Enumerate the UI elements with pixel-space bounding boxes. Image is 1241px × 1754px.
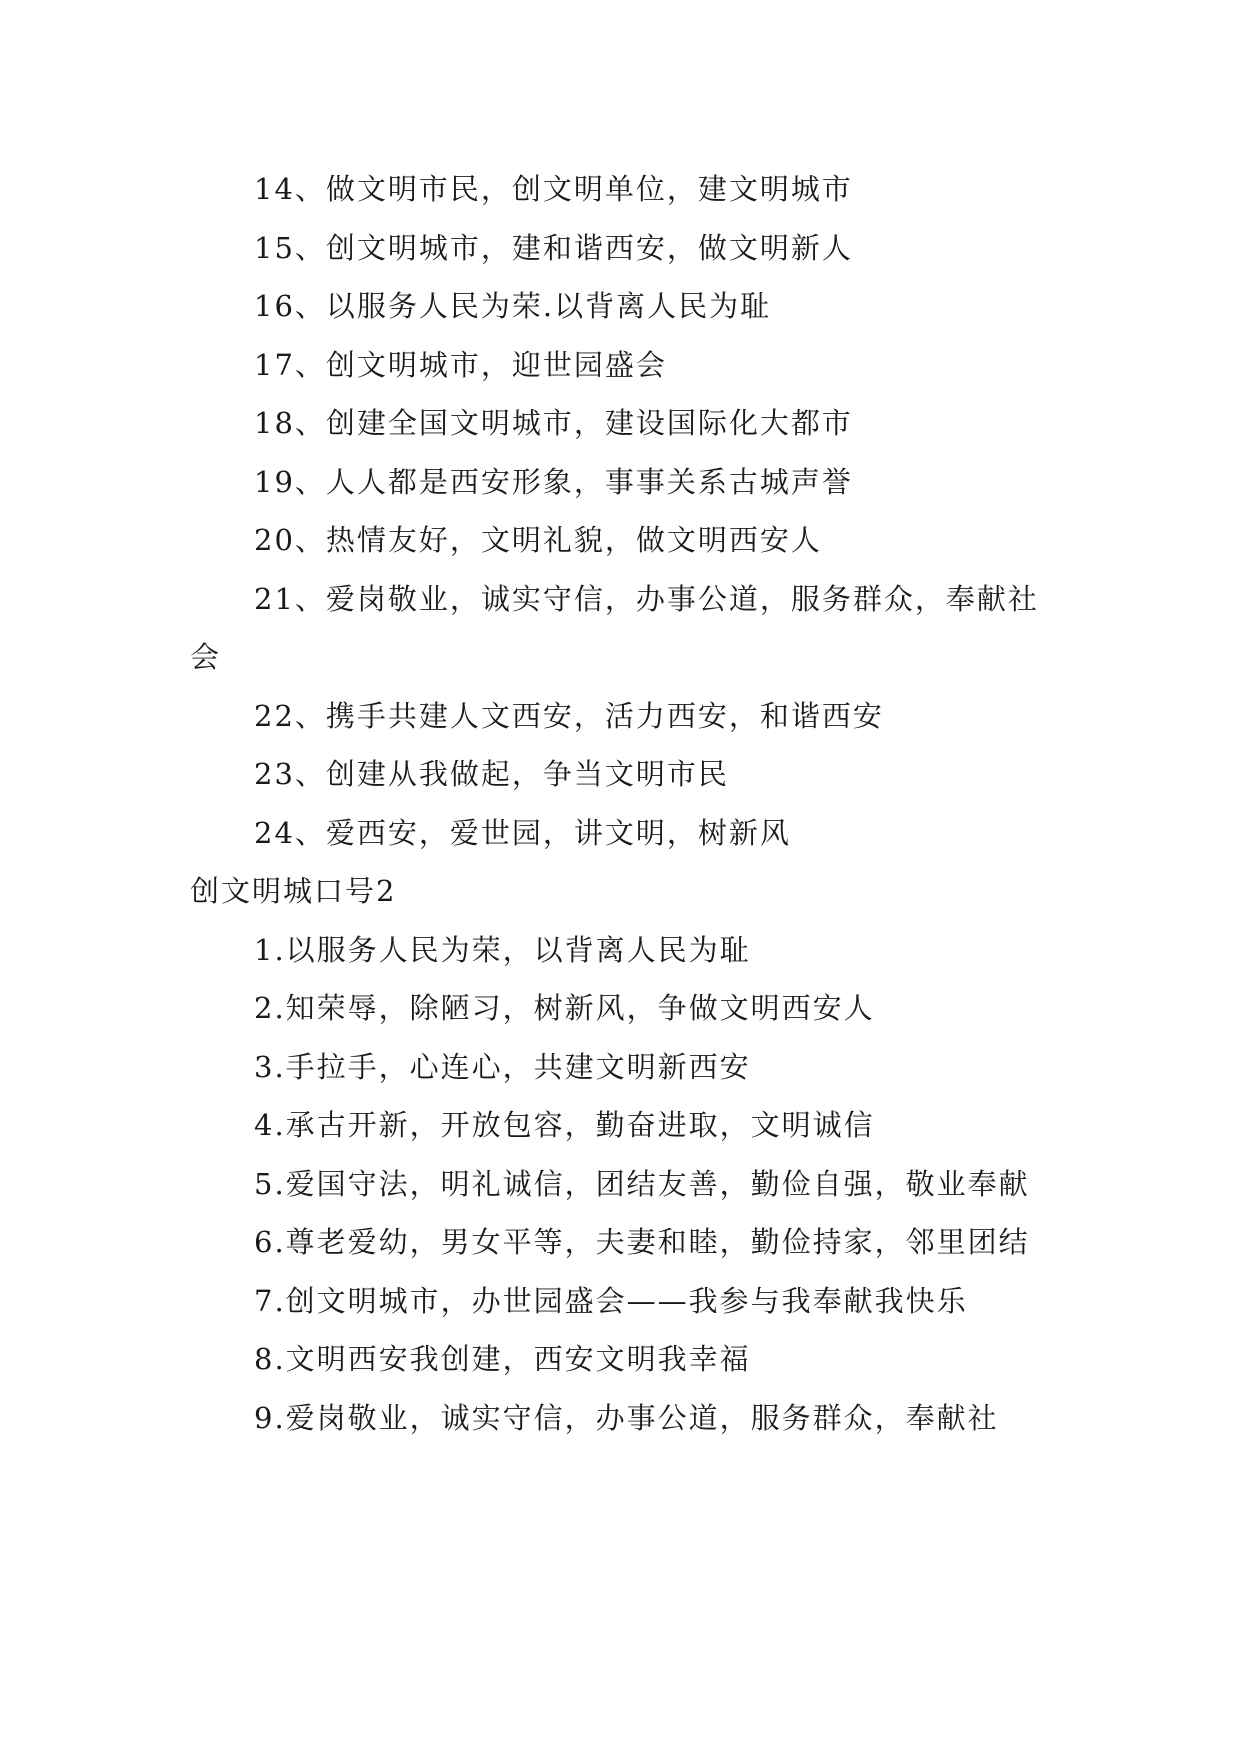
slogan-item: 3.手拉手，心连心，共建文明新西安 [254,1049,751,1084]
slogan-item: 6.尊老爱幼，男女平等，夫妻和睦，勤俭持家，邻里团结 [254,1225,1030,1259]
slogan-item: 23、创建从我做起，争当文明市民 [254,757,729,791]
slogan-item: 19、人人都是西安形象，事事关系古城声誉 [254,464,853,499]
slogan-item: 2.知荣辱，除陋习，树新风，争做文明西安人 [254,991,875,1025]
slogan-item: 1.以服务人民为荣，以背离人民为耻 [254,932,751,967]
slogan-item: 4.承古开新，开放包容，勤奋进取，文明诚信 [254,1108,875,1142]
slogan-item: 24、爱西安，爱世园，讲文明，树新风 [254,815,791,850]
document-body [190,160,1050,1447]
slogan-item: 15、创文明城市，建和谐西安，做文明新人 [254,230,853,265]
slogan-item: 20、热情友好，文明礼貌，做文明西安人 [254,523,822,557]
slogan-item: 22、携手共建人文西安，活力西安，和谐西安 [254,698,884,733]
slogan-item: 5.爱国守法，明礼诚信，团结友善，勤俭自强，敬业奉献 [254,1166,1030,1201]
slogan-item: 9.爱岗敬业，诚实守信，办事公道，服务群众，奉献社 [254,1400,999,1435]
slogan-item: 14、做文明市民，创文明单位，建文明城市 [254,172,853,206]
slogan-item: 8.文明西安我创建，西安文明我幸福 [254,1342,751,1376]
section-heading: 创文明城口号2 [190,874,397,908]
slogan-item: 7.创文明城市，办世园盛会——我参与我奉献我快乐 [254,1283,968,1318]
slogan-item: 16、以服务人民为荣.以背离人民为耻 [254,289,772,323]
slogan-item: 17、创文明城市，迎世园盛会 [254,347,667,382]
slogan-item: 18、创建全国文明城市，建设国际化大都市 [254,406,853,440]
slogan-item: 21、爱岗敬业，诚实守信，办事公道，服务群众，奉献社会 [190,581,1039,674]
